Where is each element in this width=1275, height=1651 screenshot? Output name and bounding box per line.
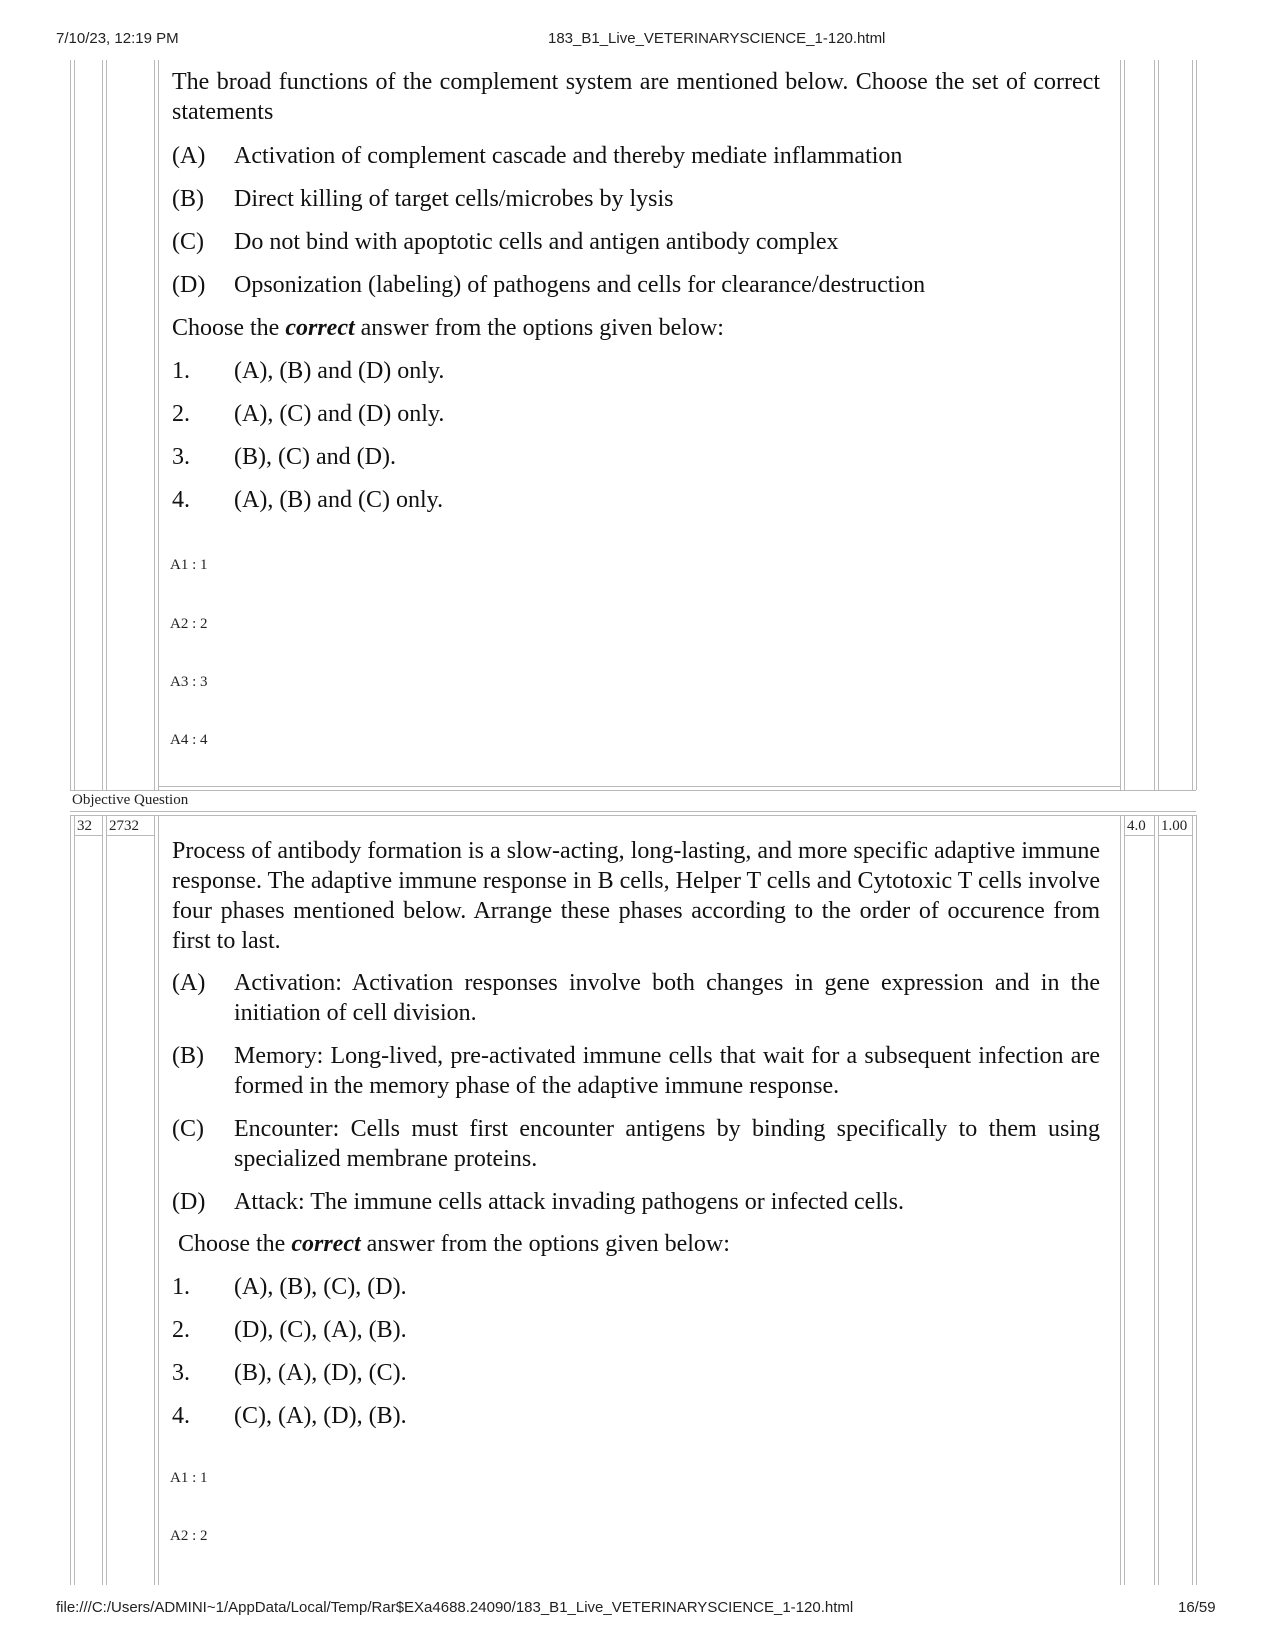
statement-text: Opsonization (labeling) of pathogens and cells for clearance/destruction [234,272,926,298]
statement-label: (D) [172,272,206,298]
statement-label: (A) [172,970,206,996]
option-number: 3. [172,1360,190,1386]
statement-text: Activation: Activation responses involve both changes in gene expression and in the initiation of cell division. [234,970,1100,1026]
statement-text: Do not bind with apoptotic cells and antigen antibody complex [234,229,839,255]
q31-answer-a2: A2 : 2 [170,616,208,632]
q32-answer-a1: A1 : 1 [170,1470,208,1486]
option-text: (A), (B) and (D) only. [234,358,445,384]
statement-label: (C) [172,1116,204,1142]
q32-answer-a2: A2 : 2 [170,1528,208,1544]
option-number: 4. [172,487,190,513]
option-text: (A), (B) and (C) only. [234,487,444,513]
print-datetime: 7/10/23, 12:19 PM [56,30,179,47]
option-number: 4. [172,1403,190,1429]
option-text: (D), (C), (A), (B). [234,1317,407,1343]
instruction-prefix: Choose the [172,315,286,341]
statement-text: Memory: Long-lived, pre-activated immune cells that wait for a subsequent infection are formed in the memory phase of the adaptive immune response. [234,1043,1100,1099]
instruction-prefix: Choose the [178,1231,292,1257]
option-number: 2. [172,1317,190,1343]
q31-answer-a1: A1 : 1 [170,557,208,573]
option-text: (B), (C) and (D). [234,444,396,470]
option-text: (A), (C) and (D) only. [234,401,445,427]
question-number: 32 [77,818,92,834]
section-label-objective-question: Objective Question [72,792,189,808]
statement-text: Activation of complement cascade and thereby mediate inflammation [234,143,903,169]
q32-choose-instruction [178,1229,1106,1259]
q31-answer-a4: A4 : 4 [170,732,208,748]
instruction-emphasis: correct [285,315,355,341]
section-row-divider [70,811,1196,812]
print-title: 183_B1_Live_VETERINARYSCIENCE_1-120.html [548,30,886,47]
question-negative-marks: 1.00 [1161,818,1188,834]
statement-label: (D) [172,1189,206,1215]
print-file-url: file:///C:/Users/ADMINI~1/AppData/Local/Temp/Rar$EXa4688.24090/183_B1_Live_VETERINARYSCIENCE_1-120.html [56,1599,854,1616]
question-id: 2732 [109,818,139,834]
question-marks: 4.0 [1127,818,1146,834]
option-number: 1. [172,1274,190,1300]
q31-answer-a3: A3 : 3 [170,674,208,690]
statement-label: (B) [172,186,204,212]
statement-label: (C) [172,229,204,255]
statement-text: Direct killing of target cells/microbes by lysis [234,186,674,212]
instruction-suffix: answer from the options given below: [354,315,724,341]
option-number: 2. [172,401,190,427]
statement-text: Encounter: Cells must first encounter antigens by binding specifically to them using specialized membrane proteins. [234,1116,1100,1172]
option-number: 1. [172,358,190,384]
statement-label: (B) [172,1043,204,1069]
instruction-suffix: answer from the options given below: [360,1231,730,1257]
question-31-stem: The broad functions of the complement system are mentioned below. Choose the set of correct statements [172,69,1100,125]
q31-choose-instruction [172,313,1100,343]
question-32-stem: Process of antibody formation is a slow-acting, long-lasting, and more specific adaptive immune response. The adaptive immune response in B cells, Helper T cells and Cytotoxic T cells involve four phases mentioned below. Arrange these phases according to the order of occurence from first to last. [172,838,1100,954]
statement-text: Attack: The immune cells attack invading pathogens or infected cells. [234,1189,905,1215]
option-text: (A), (B), (C), (D). [234,1274,407,1300]
statement-label: (A) [172,143,206,169]
instruction-emphasis: correct [291,1231,361,1257]
print-page-number: 16/59 [1178,1599,1216,1616]
option-number: 3. [172,444,190,470]
option-text: (C), (A), (D), (B). [234,1403,407,1429]
option-text: (B), (A), (D), (C). [234,1360,407,1386]
